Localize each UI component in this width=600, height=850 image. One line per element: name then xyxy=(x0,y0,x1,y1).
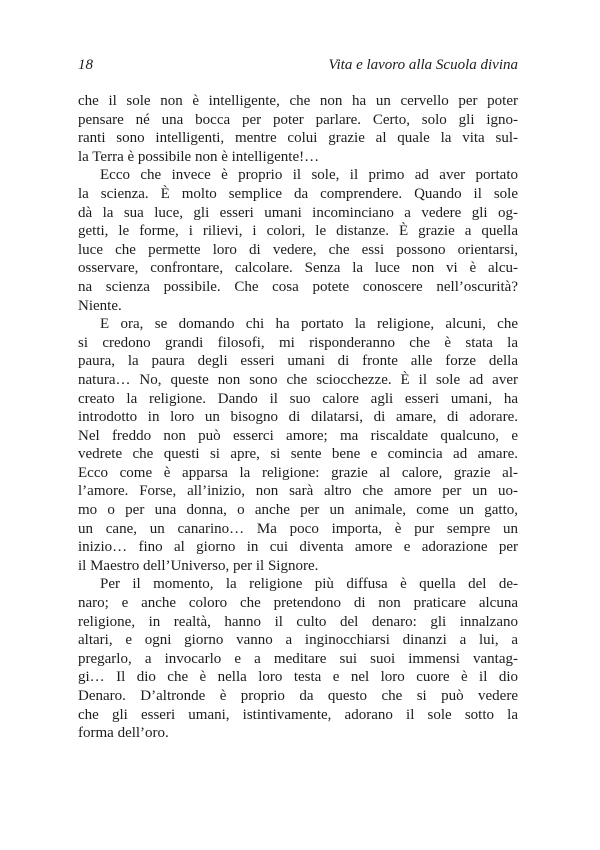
text-line: un cane, un canarino… Ma poco importa, è pur sempre un xyxy=(78,520,518,537)
text-line: altari, e ogni giorno vanno a inginocchiarsi dinanzi a lui, a xyxy=(78,632,518,649)
text-line: osservare, confrontare, calcolare. Senza la luce non vi è alcu- xyxy=(78,260,518,277)
body-text xyxy=(78,92,518,743)
text-line: la scienza. È molto semplice da comprendere. Quando il sole xyxy=(78,185,518,202)
text-line: gi… Il dio che è nella loro testa e nel loro cuore è il dio xyxy=(78,669,518,686)
text-line: luce che permette loro di vedere, che essi possono orientarsi, xyxy=(78,241,518,258)
text-line: dà la sua luce, gli esseri umani incominciano a vedere gli og- xyxy=(78,204,518,221)
text-line: Nel freddo non può esserci amore; ma riscaldate qualcuno, e xyxy=(78,427,518,444)
text-line: forma dell’oro. xyxy=(78,725,169,742)
text-line: religione, in realtà, hanno il culto del denaro: gli innalzano xyxy=(78,613,518,630)
text-line: la Terra è possibile non è intelligente!… xyxy=(78,148,320,165)
text-line: che il sole non è intelligente, che non ha un cervello per poter xyxy=(78,93,518,109)
text-line: ranti sono intelligenti, mentre colui grazie al quale la vita sul- xyxy=(78,130,518,147)
text-line: pregarlo, a invocarlo e a meditare sui suoi immensi vantag- xyxy=(78,650,518,667)
text-line: Denaro. D’altronde è proprio da questo che si può vedere xyxy=(78,688,518,704)
text-line: l’amore. Forse, all’inizio, non sarà altro che amore per un uo- xyxy=(78,483,518,500)
text-line: paura, la paura degli esseri umani di fronte alle forze della xyxy=(78,353,518,370)
text-line: inizio… fino al giorno in cui diventa amore e adorazione per xyxy=(78,539,518,556)
page-header xyxy=(78,57,518,74)
text-line: creato la religione. Dando il suo calore agli esseri umani, ha xyxy=(78,390,518,407)
text-line: getti, le forme, i rilievi, i colori, le distanze. È grazie a quella xyxy=(78,223,518,240)
text-line: si credono grandi filosofi, mi risponderanno che è stata la xyxy=(78,334,518,351)
text-line: vedrete che questi si apre, si sente bene e comincia ad amare. xyxy=(78,446,518,463)
running-title: Vita e lavoro alla Scuola divina xyxy=(328,57,518,73)
text-line: Ecco come è apparsa la religione: grazie al calore, grazie al- xyxy=(78,464,518,481)
text-line: E ora, se domando chi ha portato la religione, alcuni, che xyxy=(100,316,518,333)
text-line: Niente. xyxy=(78,297,122,314)
text-line: il Maestro dell’Universo, per il Signore. xyxy=(78,557,319,574)
text-line: na scienza possibile. Che cosa potete conoscere nell’oscurità? xyxy=(78,278,518,295)
page-number: 18 xyxy=(78,57,93,73)
text-line: Per il momento, la religione più diffusa è quella del de- xyxy=(100,576,518,593)
text-line: pensare né una bocca per poter parlare. Certo, solo gli igno- xyxy=(78,111,518,128)
text-line: introdotto in loro un bisogno di dilatarsi, di amare, di adorare. xyxy=(78,409,518,426)
text-line: mo o per una donna, o anche per un animale, come un gatto, xyxy=(78,502,518,519)
text-line: Ecco che invece è proprio il sole, il primo ad aver portato xyxy=(100,167,518,184)
text-line: natura… No, queste non sono che sciocchezze. È il sole ad aver xyxy=(78,371,518,388)
text-line: naro; e anche coloro che pretendono di non praticare alcuna xyxy=(78,595,518,612)
text-line: che gli esseri umani, istintivamente, adorano il sole sotto la xyxy=(78,706,518,723)
